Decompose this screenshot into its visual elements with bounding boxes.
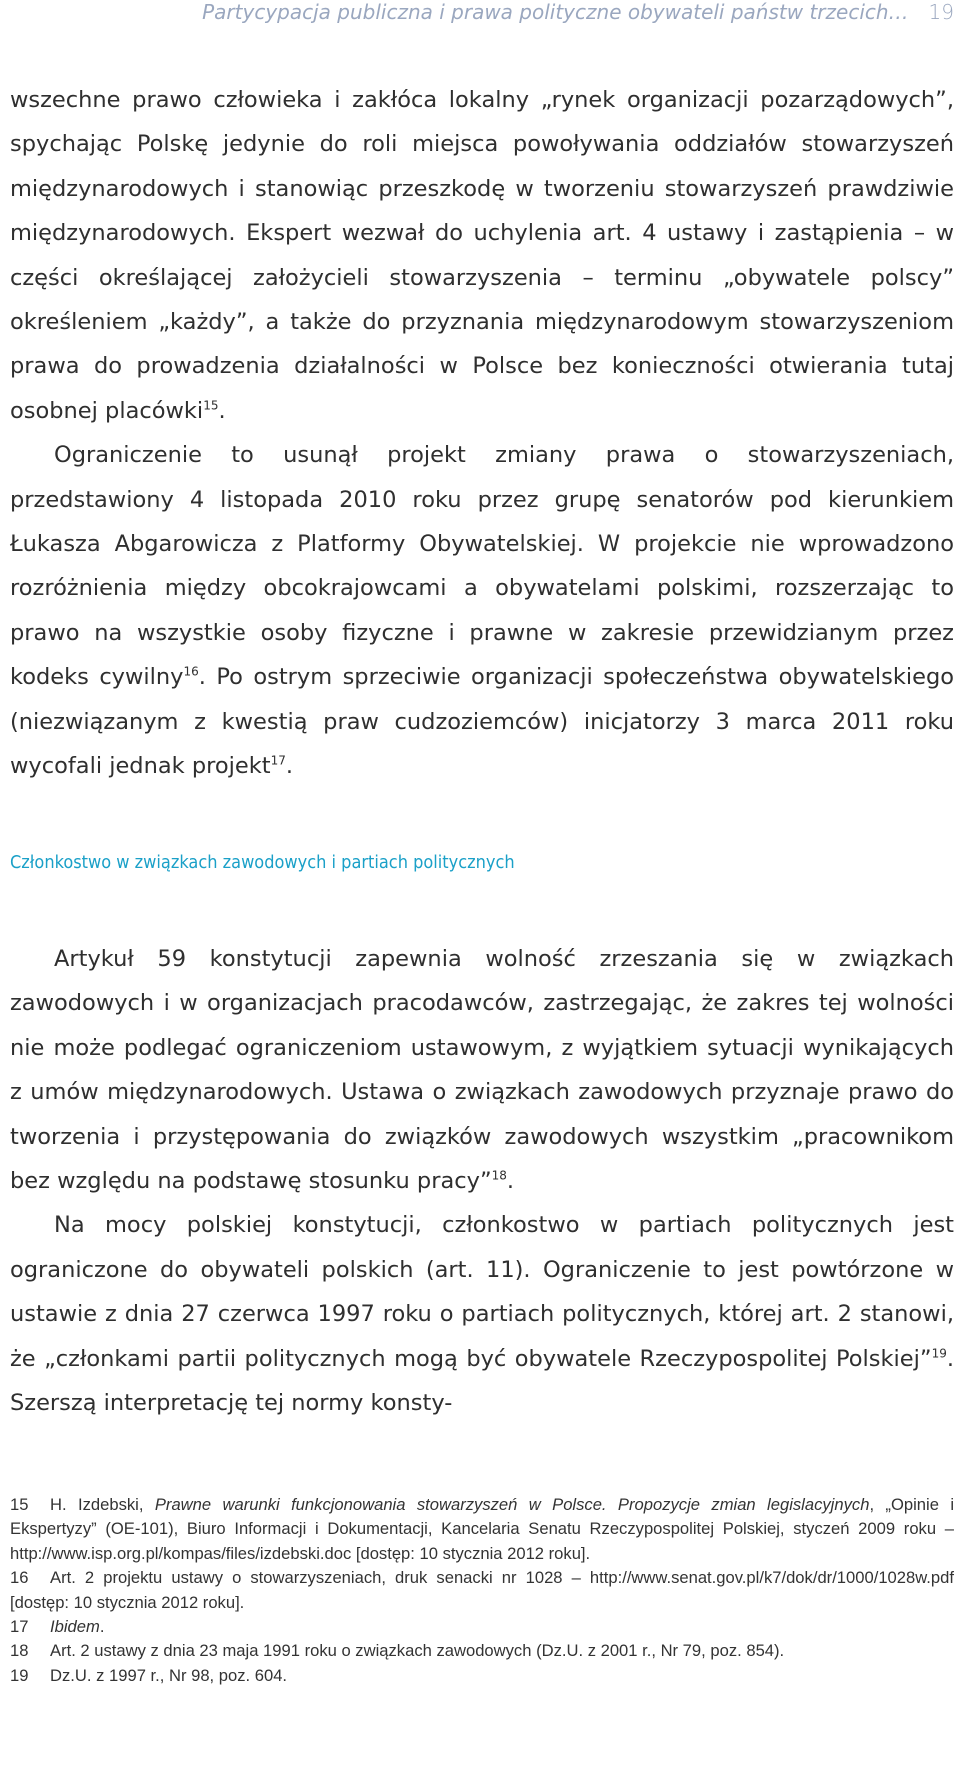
footnote-text: . <box>99 1617 105 1637</box>
page-number: 19 <box>928 0 954 24</box>
paragraph-tail: . <box>506 1168 515 1195</box>
paragraph-tail: . Szerszą interpretację tej normy konsty- <box>10 1345 954 1417</box>
footnote-ref[interactable]: 15 <box>203 398 219 413</box>
document-page <box>10 0 954 1775</box>
footnote-ref[interactable]: 16 <box>183 664 199 679</box>
paragraph-tail: . <box>218 397 226 424</box>
paragraph <box>10 937 954 1203</box>
paragraph-text: wszechne prawo człowieka i zakłóca lokalny „rynek organizacji pozarządowych”, spychając Polskę jedynie do roli miejsca powoływania oddziałów stowarzyszeń międzynarodowych i stanowiąc przeszkodę w tworzeniu stowarzyszeń prawdziwie międzynarodowych. Ekspert wezwał do uchylenia art. 4 ustawy i zastąpienia – w części określającej założycieli stowarzyszenia – terminu „obywatele polscy” określeniem „każdy”, a także do przyznania międzynarodowym stowarzyszeniom prawa do prowadzenia działalności w Polsce bez konieczności otwierania tutaj osobnej placówki <box>10 87 954 424</box>
paragraph <box>10 78 954 433</box>
footnote-italic: Ibidem <box>50 1617 100 1637</box>
footnote-text: , „Opinie i Ekspertyzy” (OE-101), Biuro Informacji i Dokumentacji, Kancelaria Senatu Rzeczypospolitej Polskiej, styczeń 2009 roku – http://www.isp.org.pl/kompas/files/izdebski.doc [dostęp: 10 stycznia 2012 roku]. <box>10 1495 954 1563</box>
footnote <box>10 1664 954 1688</box>
running-header-title: Partycypacja publiczna i prawa polityczne obywateli państw trzecich… <box>202 0 909 24</box>
paragraph <box>10 433 954 788</box>
footnote-text: Art. 2 projektu ustawy o stowarzyszeniach, druk senacki nr 1028 – http://www.senat.gov.pl/k7/dok/dr/1000/1028w.pdf [dostęp: 10 stycznia 2012 roku]. <box>10 1568 954 1612</box>
paragraph-text: Ograniczenie to usunął projekt zmiany prawa o stowarzyszeniach, przedstawiony 4 listopada 2010 roku przez grupę senatorów pod kierunkiem Łukasza Abgarowicza z Platformy Obywatelskiej. W projekcie nie wprowadzono rozróżnienia między obcokrajowcami a obywatelami polskimi, rozszerzając to prawo na wszystkie osoby fizyczne i prawne w zakresie przewidzianym przez kodeks cywilny <box>10 442 954 691</box>
paragraph <box>10 1203 954 1425</box>
footnote-ref[interactable]: 18 <box>491 1168 507 1183</box>
body-text-top <box>10 78 954 789</box>
footnotes <box>10 1493 954 1688</box>
paragraph-text: Artykuł 59 konstytucji zapewnia wolność zrzeszania się w związkach zawodowych i w organizacjach pracodawców, zastrzegając, że zakres tej wolności nie może podlegać ograniczeniom ustawowym, z wyjątkiem sytuacji wynikających z umów międzynarodowych. Ustawa o związkach zawodowych przyznaje prawo do tworzenia i przystępowania do związków zawodowych wszystkim „pracownikom bez względu na podstawę stosunku pracy” <box>10 946 954 1195</box>
footnote-number: 19 <box>10 1665 29 1685</box>
footnote-text: Dz.U. z 1997 r., Nr 98, poz. 604. <box>50 1665 288 1685</box>
footnote-text: Art. 2 ustawy z dnia 23 maja 1991 roku o związkach zawodowych (Dz.U. z 2001 r., Nr 79, poz. 854). <box>50 1641 785 1661</box>
footnote <box>10 1566 954 1615</box>
footnote-ref[interactable]: 19 <box>931 1346 947 1361</box>
footnote-italic: Prawne warunki funkcjonowania stowarzyszeń w Polsce. Propozycje zmian legislacyjnych <box>154 1495 870 1514</box>
paragraph-tail: . <box>285 753 294 780</box>
footnote-ref[interactable]: 17 <box>270 753 286 768</box>
footnote-number: 18 <box>10 1641 29 1661</box>
footnote-number: 16 <box>10 1568 29 1588</box>
footnote <box>10 1615 954 1639</box>
running-header <box>202 0 954 26</box>
body-text-bottom <box>10 937 954 1425</box>
footnote-number: 15 <box>10 1495 29 1514</box>
footnote <box>10 1493 954 1566</box>
section-title: Członkostwo w związkach zawodowych i partiach politycznych <box>10 852 515 873</box>
footnote <box>10 1639 954 1663</box>
paragraph-text: . Po ostrym sprzeciwie organizacji społeczeństwa obywatelskiego (niezwiązanym z kwestią praw cudzoziemców) inicjatorzy 3 marca 2011 roku wycofali jednak projekt <box>10 664 954 780</box>
footnote-number: 17 <box>10 1617 29 1637</box>
footnote-text: H. Izdebski, <box>50 1495 155 1514</box>
paragraph-text: Na mocy polskiej konstytucji, członkostwo w partiach politycznych jest ograniczone do obywateli polskich (art. 11). Ograniczenie to jest powtórzone w ustawie z dnia 27 czerwca 1997 roku o partiach politycznych, której art. 2 stanowi, że „członkami partii politycznych mogą być obywatele Rzeczypospolitej Polskiej” <box>10 1212 954 1372</box>
